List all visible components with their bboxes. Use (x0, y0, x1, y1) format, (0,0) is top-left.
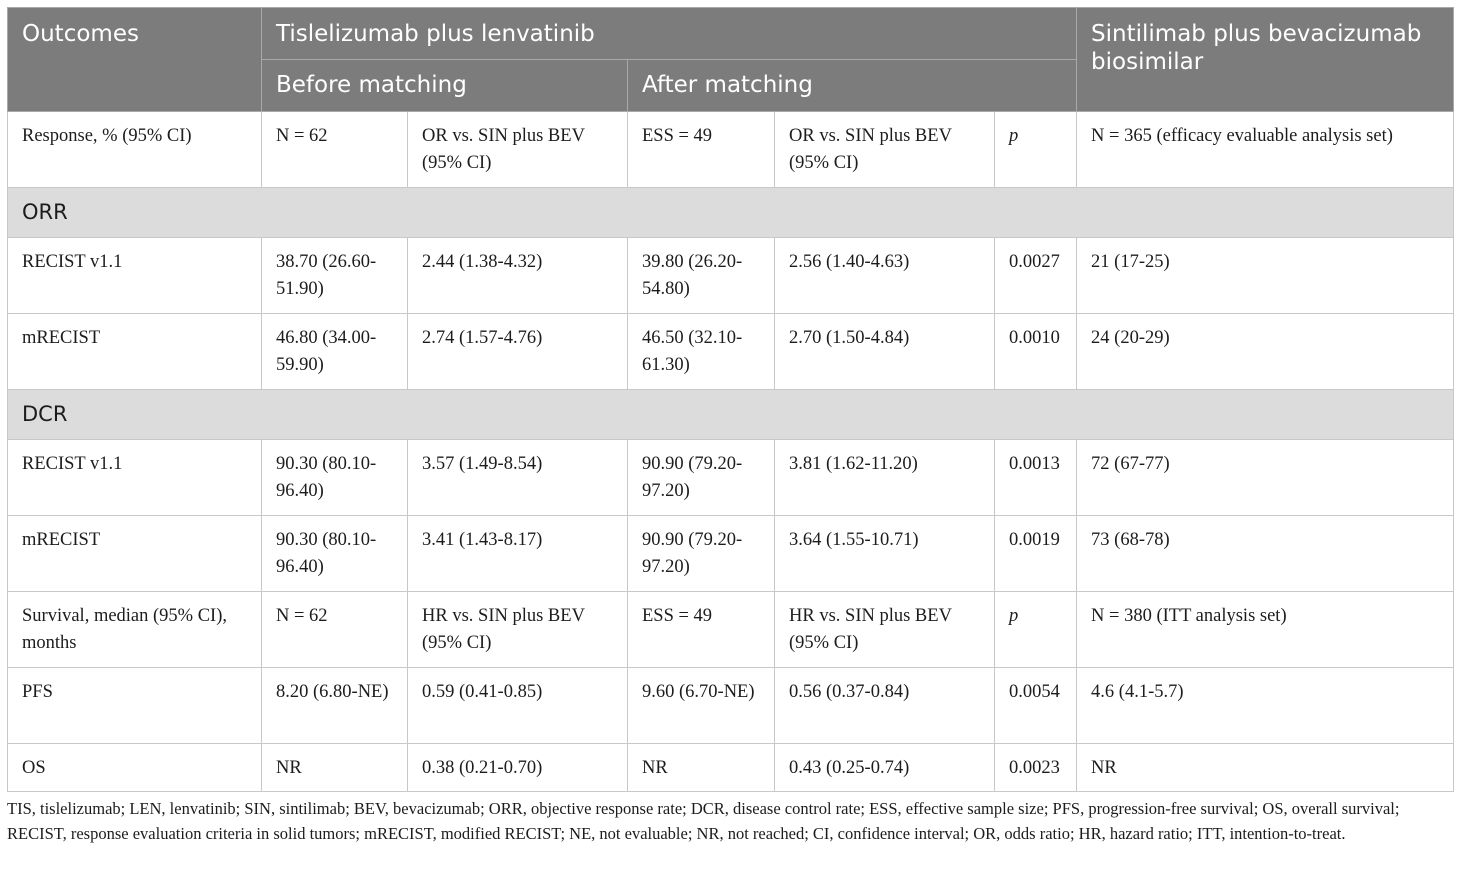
cell: 2.74 (1.57-4.76) (408, 314, 628, 390)
cell: OS (8, 744, 262, 792)
cell: 46.80 (34.00-59.90) (262, 314, 408, 390)
header-sin-group: Sintilimab plus bevacizumab biosimilar (1077, 8, 1454, 112)
cell: 0.0054 (995, 668, 1077, 744)
cell: 8.20 (6.80-NE) (262, 668, 408, 744)
cell: N = 62 (262, 592, 408, 668)
cell: OR vs. SIN plus BEV (95% CI) (408, 112, 628, 188)
table-header (8, 8, 1454, 112)
cell: 0.0010 (995, 314, 1077, 390)
cell: HR vs. SIN plus BEV (95% CI) (408, 592, 628, 668)
cell: mRECIST (8, 314, 262, 390)
cell: 90.90 (79.20-97.20) (628, 516, 775, 592)
cell: 39.80 (26.20-54.80) (628, 238, 775, 314)
table-row-dcr-mrecist (8, 516, 1454, 592)
cell: HR vs. SIN plus BEV (95% CI) (775, 592, 995, 668)
cell: p (995, 112, 1077, 188)
section-row-orr (8, 188, 1454, 238)
cell: 0.0023 (995, 744, 1077, 792)
cell: N = 365 (efficacy evaluable analysis set) (1077, 112, 1454, 188)
cell: NR (628, 744, 775, 792)
header-outcomes: Outcomes (8, 8, 262, 112)
section-label-dcr: DCR (8, 390, 1454, 440)
table-row-orr-recist (8, 238, 1454, 314)
header-after-matching: After matching (628, 60, 1077, 112)
table-row-os (8, 744, 1454, 792)
results-table-container (7, 7, 1453, 792)
cell: ESS = 49 (628, 112, 775, 188)
cell: 4.6 (4.1-5.7) (1077, 668, 1454, 744)
cell: 0.56 (0.37-0.84) (775, 668, 995, 744)
cell: 3.64 (1.55-10.71) (775, 516, 995, 592)
cell: 24 (20-29) (1077, 314, 1454, 390)
table-body (8, 112, 1454, 792)
cell: 73 (68-78) (1077, 516, 1454, 592)
cell: N = 380 (ITT analysis set) (1077, 592, 1454, 668)
cell: 38.70 (26.60-51.90) (262, 238, 408, 314)
cell: NR (262, 744, 408, 792)
cell: N = 62 (262, 112, 408, 188)
table-row-dcr-recist (8, 440, 1454, 516)
table-row-pfs (8, 668, 1454, 744)
cell: 90.30 (80.10-96.40) (262, 516, 408, 592)
cell: 2.70 (1.50-4.84) (775, 314, 995, 390)
table-row-survival (8, 592, 1454, 668)
cell: 2.56 (1.40-4.63) (775, 238, 995, 314)
table-row-response (8, 112, 1454, 188)
cell: 3.41 (1.43-8.17) (408, 516, 628, 592)
cell: RECIST v1.1 (8, 238, 262, 314)
cell: 0.0019 (995, 516, 1077, 592)
cell: 0.59 (0.41-0.85) (408, 668, 628, 744)
cell: OR vs. SIN plus BEV (95% CI) (775, 112, 995, 188)
cell: mRECIST (8, 516, 262, 592)
cell: 46.50 (32.10-61.30) (628, 314, 775, 390)
cell: 0.0027 (995, 238, 1077, 314)
table-footnote: TIS, tislelizumab; LEN, lenvatinib; SIN, sintilimab; BEV, bevacizumab; ORR, objective response rate; DCR, disease control rate; ESS, effective sample size; PFS, progression-free survival; OS, overall survival; RECIST, response evaluation criteria in solid tumors; mRECIST, modified RECIST; NE, not evaluable; NR, not reached; CI, confidence interval; OR, odds ratio; HR, hazard ratio; ITT, intention-to-treat. (7, 799, 1400, 843)
cell: ESS = 49 (628, 592, 775, 668)
header-tis-group: Tislelizumab plus lenvatinib (262, 8, 1077, 60)
cell: 3.57 (1.49-8.54) (408, 440, 628, 516)
cell: 9.60 (6.70-NE) (628, 668, 775, 744)
cell: 72 (67-77) (1077, 440, 1454, 516)
cell: RECIST v1.1 (8, 440, 262, 516)
section-label-orr: ORR (8, 188, 1454, 238)
cell: 0.38 (0.21-0.70) (408, 744, 628, 792)
cell: 21 (17-25) (1077, 238, 1454, 314)
cell: p (995, 592, 1077, 668)
cell: PFS (8, 668, 262, 744)
cell: 0.43 (0.25-0.74) (775, 744, 995, 792)
cell: 2.44 (1.38-4.32) (408, 238, 628, 314)
cell: 90.30 (80.10-96.40) (262, 440, 408, 516)
cell: Response, % (95% CI) (8, 112, 262, 188)
cell: 0.0013 (995, 440, 1077, 516)
cell: Survival, median (95% CI), months (8, 592, 262, 668)
cell: 3.81 (1.62-11.20) (775, 440, 995, 516)
section-row-dcr (8, 390, 1454, 440)
cell: 90.90 (79.20-97.20) (628, 440, 775, 516)
results-table (7, 7, 1454, 792)
header-before-matching: Before matching (262, 60, 628, 112)
cell: NR (1077, 744, 1454, 792)
table-row-orr-mrecist (8, 314, 1454, 390)
